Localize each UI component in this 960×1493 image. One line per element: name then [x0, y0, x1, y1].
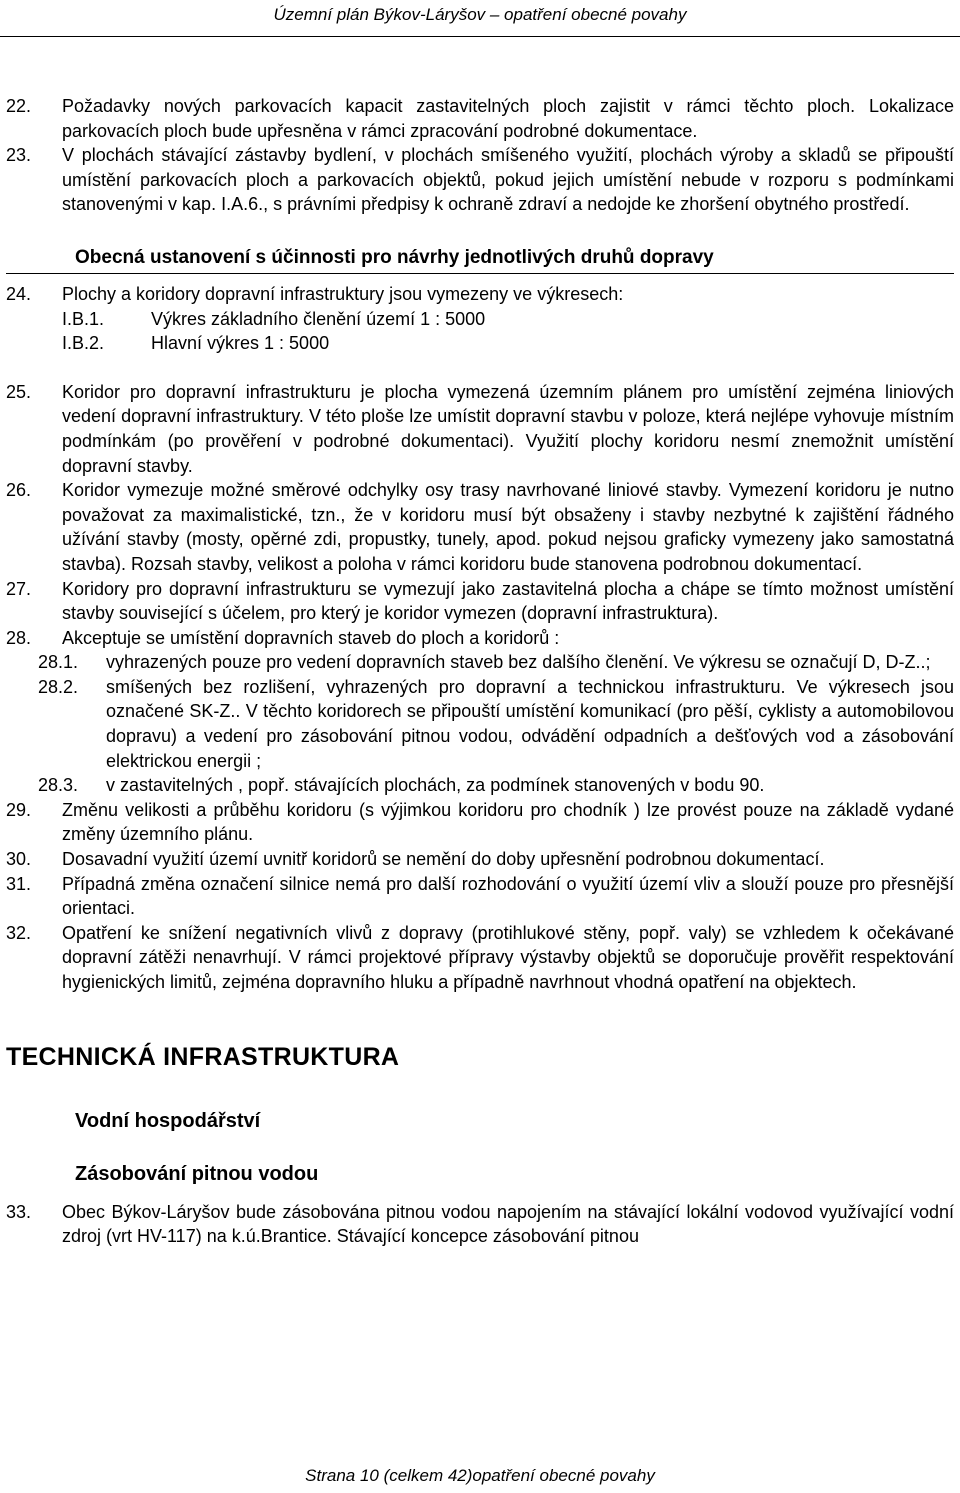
list-item [6, 94, 954, 143]
item-text: Koridor vymezuje možné směrové odchylky osy trasy navrhované liniové stavby. Vymezení koridoru je nutno považovat za maximalistické, tzn., že v koridoru musí být obsaženy i stavby nezbytné k zajištění řádného užívání stavby (mosty, opěrné zdi, propustky, tunely, apod. pokud nejsou graficky vymezeny jako samostatná stavba). Rozsah stavby, velikost a poloha v rámci koridoru bude stanovena podrobnou dokumentací. [62, 480, 954, 574]
drawing-reference [6, 331, 954, 356]
document-body [6, 94, 954, 1249]
item-text: Opatření ke snížení negativních vlivů z dopravy (protihlukové stěny, popř. valy) se vzhledem k očekávané dopravní zátěži nenavrhují. V rámci projektové přípravy výstavby objektů se doporučuje prověřit respektování hygienických limitů, zejména dopravního hluku a případně navrhnout vhodná opatření na objektech. [62, 922, 954, 992]
drawing-description: Výkres základního členění území 1 : 5000 [151, 308, 486, 329]
subitem-number: 28.2. [38, 676, 79, 697]
drawing-code: I.B.2. [62, 333, 105, 354]
item-text: Plochy a koridory dopravní infrastruktury jsou vymezeny ve výkresech: [62, 283, 624, 304]
item-number: 24. [6, 283, 32, 304]
item-number: 32. [6, 922, 32, 943]
item-text: Koridor pro dopravní infrastrukturu je plocha vymezená územním plánem pro umístění zejména liniových vedení dopravní infrastruktury. V této ploše lze umístit dopravní stavbu v poloze, která nejlépe vyhovuje místním podmínkám (po prověření v podrobné dokumentaci). Využití plochy koridoru nesmí znemožnit umístění dopravní stavby. [62, 381, 954, 476]
drawing-description: Hlavní výkres 1 : 5000 [151, 333, 330, 354]
item-number: 29. [6, 799, 32, 820]
item-number: 22. [6, 96, 32, 116]
list-item [6, 626, 954, 651]
item-number: 33. [6, 1201, 32, 1222]
page-header [0, 0, 960, 37]
item-text: Případná změna označení silnice nemá pro další rozhodování o využití území vliv a slouží pouze pro přesnější orientaci. [62, 873, 954, 919]
list-item [6, 921, 954, 995]
item-number: 31. [6, 873, 32, 894]
list-item [6, 380, 954, 478]
drawing-reference [6, 307, 954, 332]
list-item [6, 847, 954, 872]
subitem-text: v zastavitelných , popř. stávajících plochách, za podmínek stanovených v bodu 90. [106, 775, 765, 796]
item-text: Koridory pro dopravní infrastrukturu se vymezují jako zastavitelná plocha a chápe se tímto možnost umístění stavby související s účelem, pro který je koridor vymezen (dopravní infrastruktura). [62, 578, 954, 624]
chapter-heading: TECHNICKÁ INFRASTRUKTURA [6, 1042, 400, 1071]
drawing-code: I.B.1. [62, 308, 105, 329]
list-item [6, 282, 954, 307]
item-number: 27. [6, 578, 32, 599]
subsection-heading: Vodní hospodářství [75, 1109, 261, 1132]
sub-list-item [6, 650, 954, 675]
subsection-heading: Zásobování pitnou vodou [75, 1162, 319, 1185]
list-item [6, 143, 954, 217]
item-text: Obec Býkov-Láryšov bude zásobována pitnou vodou napojením na stávající lokální vodovod využívající vodní zdroj (vrt HV-117) na k.ú.Brantice. Stávající koncepce zásobování pitnou [62, 1201, 954, 1247]
item-number: 28. [6, 627, 32, 648]
subitem-text: smíšených bez rozlišení, vyhrazených pro dopravní a technickou infrastrukturu. Ve výkresech jsou označené SK-Z.. V těchto koridorech se připouští umístění komunikací (pro pěší, cyklisty a automobilovou dopravu) a vedení pro zásobování pitnou vodou, odvádění odpadních a dešťových vod a zásobování elektrickou energii ; [106, 676, 954, 771]
list-item [6, 872, 954, 921]
subitem-number: 28.1. [38, 652, 79, 673]
item-text: V plochách stávající zástavby bydlení, v plochách smíšeného využití, plochách výroby a skladů se připouští umístění parkovacích ploch a parkovacích objektů, pokud jejich umístění nebude v rozporu s podmínkami stanovenými v kap. I.A.6., s právními předpisy k ochraně zdraví a nedojde ke zhoršení obytného prostředí. [62, 145, 954, 215]
list-item [6, 478, 954, 576]
subitem-text: vyhrazených pouze pro vedení dopravních staveb bez dalšího členění. Ve výkresu se označují D, D-Z..; [106, 652, 931, 673]
item-text: Změnu velikosti a průběhu koridoru (s výjimkou koridoru pro chodník ) lze provést pouze na základě vydané změny územního plánu. [62, 799, 954, 845]
item-number: 26. [6, 480, 32, 501]
section-heading: Obecná ustanovení s účinnosti pro návrhy jednotlivých druhů dopravy [6, 245, 954, 274]
sub-list-item [6, 773, 954, 798]
item-text: Dosavadní využití území uvnitř koridorů se nemění do doby upřesnění podrobnou dokumentací. [62, 849, 825, 870]
item-number: 30. [6, 849, 32, 870]
document-title: Územní plán Býkov-Láryšov – opatření obecné povahy [273, 5, 687, 24]
item-number: 23. [6, 145, 32, 166]
item-number: 25. [6, 381, 32, 402]
list-item [6, 577, 954, 626]
list-item [6, 1200, 954, 1249]
sub-list-item [6, 675, 954, 773]
page-footer: Strana 10 (celkem 42)opatření obecné povahy [305, 1466, 655, 1485]
subitem-number: 28.3. [38, 775, 79, 796]
list-item [6, 798, 954, 847]
item-text: Akceptuje se umístění dopravních staveb do ploch a koridorů : [62, 627, 560, 648]
item-text: Požadavky nových parkovacích kapacit zastavitelných ploch zajistit v rámci těchto ploch. Lokalizace parkovacích ploch bude upřesněna v rámci zpracování podrobné dokumentace. [62, 96, 954, 141]
